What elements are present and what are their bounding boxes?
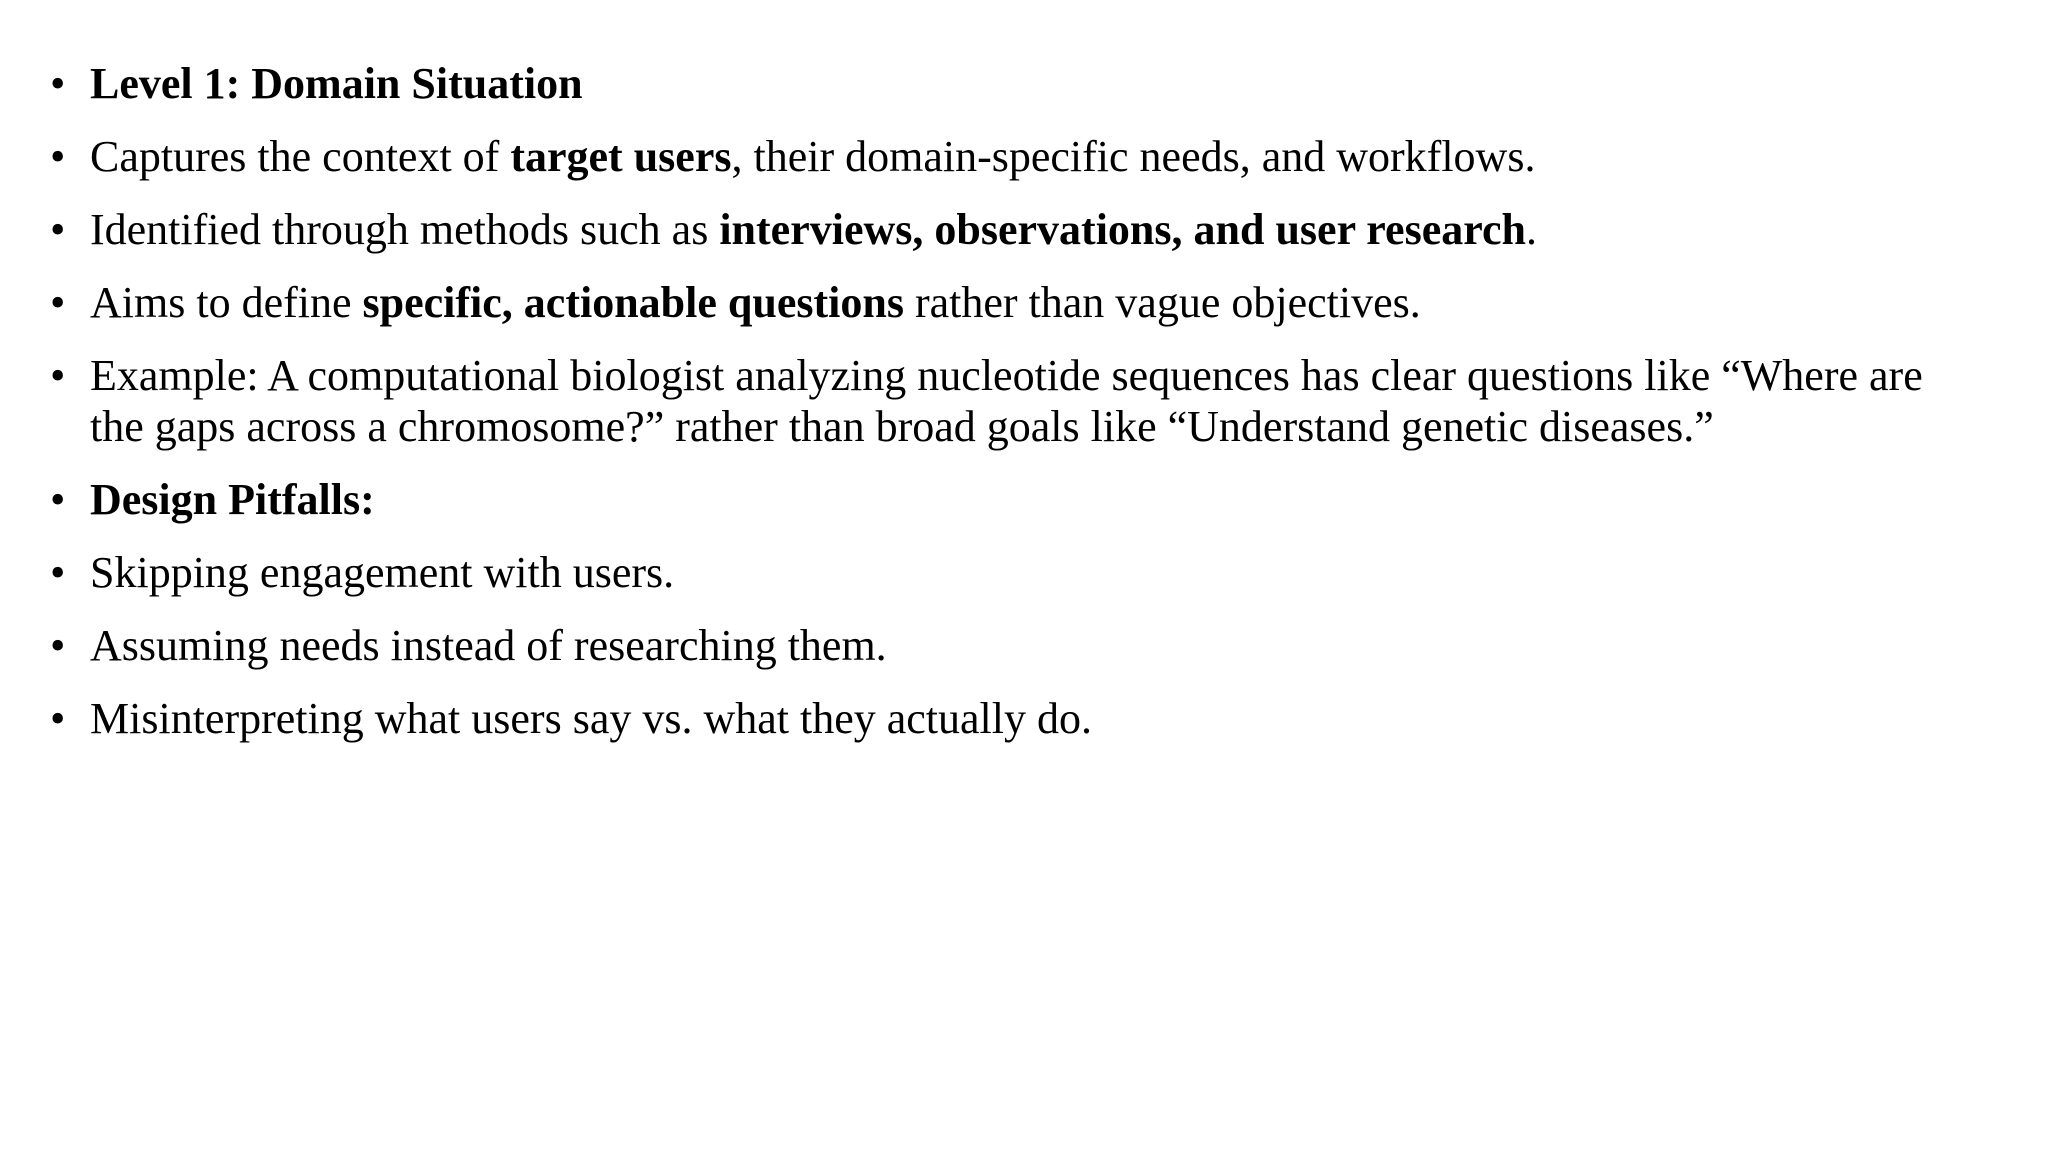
- bullet-text-bold: specific, actionable questions: [362, 278, 904, 327]
- bullet-text: Aims to define: [90, 278, 363, 327]
- bullet-item-level-1-heading: [50, 58, 1970, 109]
- bullet-text: Example: A computational biologist analyzing nucleotide sequences has clear questions like “Where are the gaps across a chromosome?” rather than broad goals like “Understand genetic diseases.”: [90, 351, 1923, 451]
- bullet-icon: •: [50, 278, 66, 327]
- bullet-list: [50, 58, 1970, 766]
- bullet-item-design-pitfalls-heading: [50, 474, 1970, 525]
- bullet-text: rather than vague objectives.: [903, 278, 1421, 327]
- bullet-icon: •: [50, 548, 66, 597]
- bullet-text: .: [1525, 205, 1537, 254]
- bullet-item-skipping-engagement: [50, 547, 1970, 598]
- bullet-text: Assuming needs instead of researching them.: [90, 621, 887, 670]
- bullet-icon: •: [50, 621, 66, 670]
- bullet-item-example: [50, 350, 1970, 452]
- bullet-text-bold: target users: [510, 132, 732, 181]
- bullet-icon: •: [50, 59, 66, 108]
- bullet-text: Level 1: Domain Situation: [90, 59, 583, 108]
- bullet-item-misinterpreting: [50, 693, 1970, 744]
- bullet-item-aims-to-define: [50, 277, 1970, 328]
- bullet-text: Design Pitfalls:: [90, 475, 375, 524]
- bullet-item-assuming-needs: [50, 620, 1970, 671]
- bullet-text-bold: interviews, observations, and user research: [719, 205, 1526, 254]
- bullet-icon: •: [50, 132, 66, 181]
- bullet-item-captures-context: [50, 131, 1970, 182]
- bullet-item-identified-through: [50, 204, 1970, 255]
- bullet-text: Misinterpreting what users say vs. what they actually do.: [90, 694, 1093, 743]
- bullet-text: Identified through methods such as: [90, 205, 720, 254]
- bullet-icon: •: [50, 205, 66, 254]
- bullet-icon: •: [50, 475, 66, 524]
- bullet-text: , their domain-specific needs, and workflows.: [731, 132, 1536, 181]
- bullet-text: Skipping engagement with users.: [90, 548, 675, 597]
- bullet-icon: •: [50, 351, 66, 400]
- bullet-text: Captures the context of: [90, 132, 511, 181]
- bullet-icon: •: [50, 694, 66, 743]
